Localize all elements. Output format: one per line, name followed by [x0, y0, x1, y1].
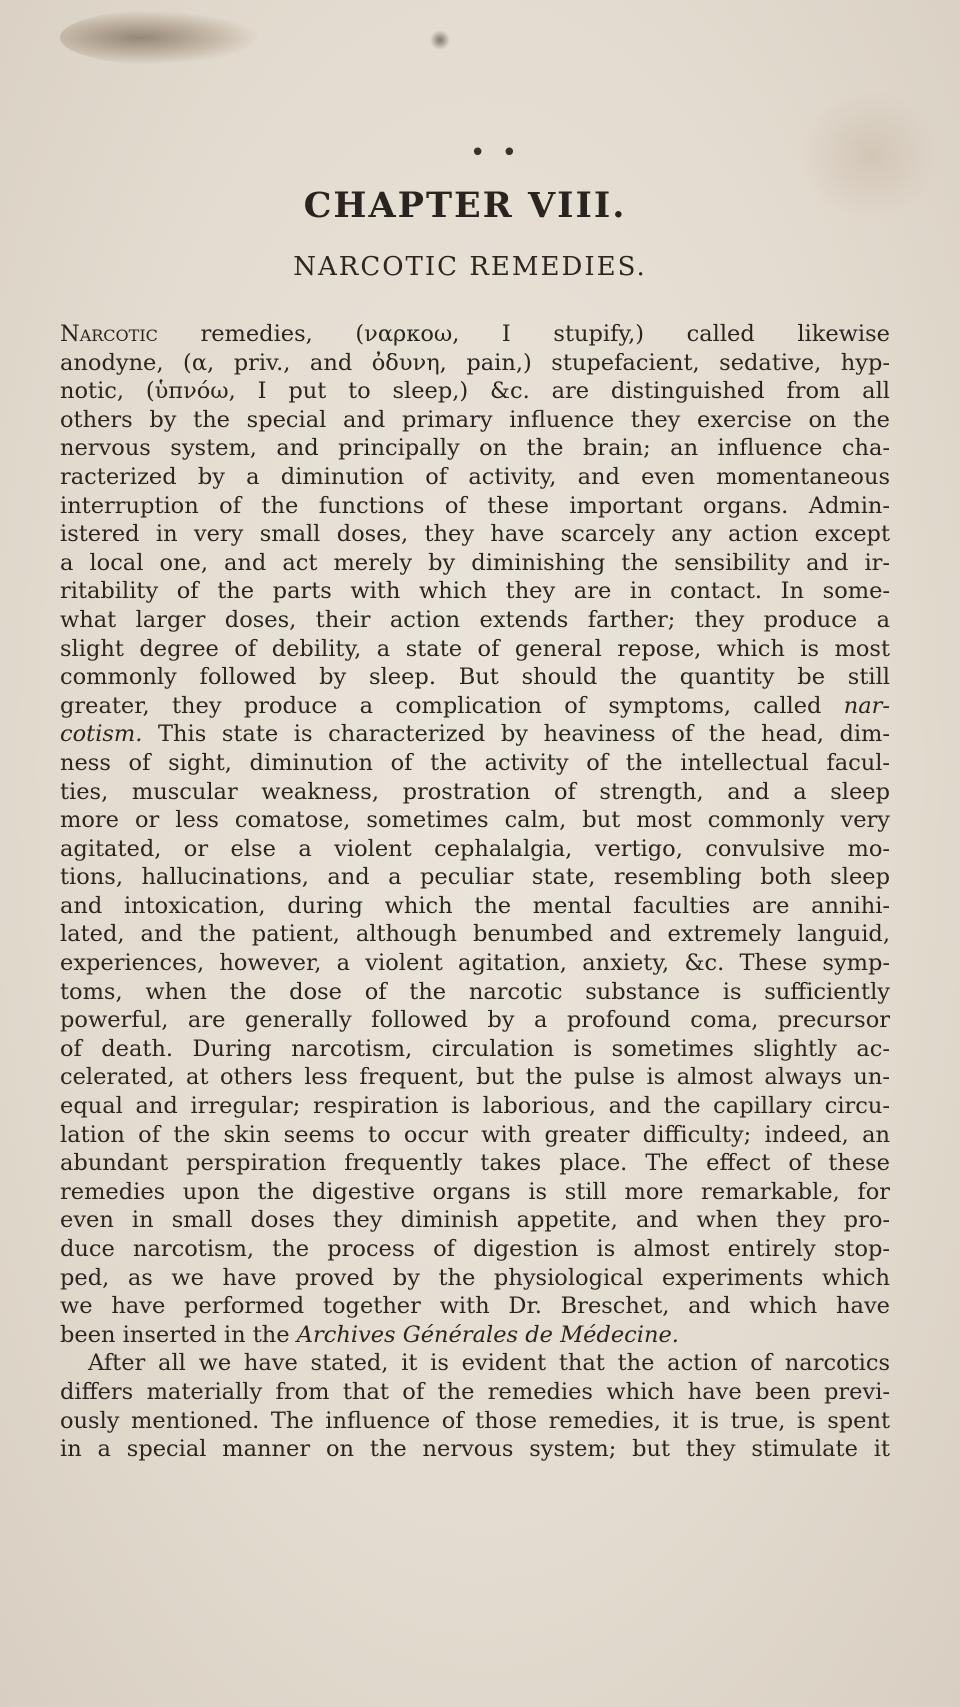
line-text: greater, they produce a complication of symptoms, called: [60, 692, 844, 719]
text-line: [60, 806, 890, 835]
line-text: After all we have stated, it is evident that the action of narcotics: [88, 1350, 890, 1377]
text-line: [60, 549, 890, 578]
text-line: [60, 577, 890, 606]
line-text: what larger doses, their action extends farther; they produce a: [60, 606, 890, 633]
text-line: [60, 434, 890, 463]
text-line: [60, 1349, 890, 1378]
text-line: [60, 377, 890, 406]
text-line: [60, 406, 890, 435]
text-line: [60, 1149, 890, 1178]
line-text: anodyne, (α, priv., and ὀδυνη, pain,) stupefacient, sedative, hyp-: [60, 349, 890, 376]
text-line: [60, 720, 890, 749]
line-text: This state is characterized by heaviness of the head, dim-: [142, 721, 890, 748]
line-text: ously mentioned. The influence of those remedies, it is true, is spent: [60, 1407, 890, 1434]
text-line: [60, 1178, 890, 1207]
line-text: agitated, or else a violent cephalalgia, vertigo, convulsive mo-: [60, 835, 890, 862]
line-text: experiences, however, a violent agitation, anxiety, &c. These symp-: [60, 950, 890, 977]
line-text: commonly followed by sleep. But should the quantity be still: [60, 664, 890, 691]
text-line: [60, 749, 890, 778]
text-line: [60, 1378, 890, 1407]
text-line: [60, 1006, 890, 1035]
text-line: [60, 1121, 890, 1150]
line-text: we have performed together with Dr. Breschet, and which have: [60, 1293, 890, 1320]
text-line: [60, 949, 890, 978]
text-line: [60, 1235, 890, 1264]
italic-term: nar-: [843, 692, 890, 719]
line-text: tions, hallucinations, and a peculiar state, resembling both sleep: [60, 864, 890, 891]
text-line: [60, 663, 890, 692]
lead-word: Narcotic: [60, 321, 158, 347]
text-line: [60, 835, 890, 864]
line-text: of death. During narcotism, circulation is sometimes slightly ac-: [60, 1035, 890, 1062]
line-text: remedies upon the digestive organs is still more remarkable, for: [60, 1178, 890, 1205]
line-text: racterized by a diminution of activity, and even momentaneous: [60, 463, 890, 490]
line-text: interruption of the functions of these important organs. Admin-: [60, 492, 890, 519]
page-stain: [60, 10, 260, 65]
line-text: ness of sight, diminution of the activity of the intellectual facul-: [60, 749, 890, 776]
line-text: lated, and the patient, although benumbed and extremely languid,: [60, 921, 890, 948]
line-text: toms, when the dose of the narcotic substance is sufficiently: [60, 978, 890, 1005]
paragraph: [60, 1349, 890, 1463]
text-line: [60, 1063, 890, 1092]
line-text: differs materially from that of the remedies which have been previ-: [60, 1378, 890, 1405]
line-text: duce narcotism, the process of digestion is almost entirely stop-: [60, 1236, 890, 1262]
line-text: powerful, are generally followed by a profound coma, precursor: [60, 1007, 890, 1034]
text-line: [60, 1206, 890, 1235]
line-text: ped, as we have proved by the physiological experiments which: [60, 1264, 890, 1291]
line-text: lation of the skin seems to occur with greater difficulty; indeed, an: [60, 1121, 890, 1148]
chapter-title: CHAPTER VIII.: [303, 185, 627, 226]
line-text: ties, muscular weakness, prostration of strength, and a sleep: [60, 778, 890, 805]
text-line: [60, 635, 890, 664]
line-text: a local one, and act merely by diminishing the sensibility and ir-: [60, 549, 890, 576]
line-text: ritability of the parts with which they are in contact. In some-: [60, 578, 890, 605]
paragraph: [60, 320, 890, 1349]
text-line: [60, 1092, 890, 1121]
line-text: been inserted in the: [60, 1321, 297, 1348]
line-text: remedies, (ναρκοω, I stupify,) called likewise: [157, 321, 890, 347]
ornament: • •: [470, 138, 521, 168]
line-text: others by the special and primary influence they exercise on the: [60, 406, 890, 433]
text-line: [60, 920, 890, 949]
line-text: and intoxication, during which the mental faculties are annihi-: [60, 892, 890, 919]
text-line: [60, 1035, 890, 1064]
italic-term: cotism.: [60, 721, 143, 748]
line-text: abundant perspiration frequently takes place. The effect of these: [60, 1150, 890, 1177]
text-line: [60, 692, 890, 721]
text-line: [60, 978, 890, 1007]
line-text: equal and irregular; respiration is laborious, and the capillary circu-: [60, 1093, 890, 1120]
body-text: [60, 320, 890, 1464]
text-line: [60, 863, 890, 892]
line-text: more or less comatose, sometimes calm, but most commonly very: [60, 807, 890, 834]
text-line: [60, 606, 890, 635]
text-line: [60, 1435, 890, 1464]
text-line: [60, 320, 890, 349]
line-text: nervous system, and principally on the brain; an influence cha-: [60, 435, 890, 462]
line-text: slight degree of debility, a state of general repose, which is most: [60, 635, 890, 662]
line-text: celerated, at others less frequent, but the pulse is almost always un-: [60, 1064, 890, 1091]
text-line: [60, 778, 890, 807]
text-line: [60, 492, 890, 521]
text-line: [60, 892, 890, 921]
text-line: [60, 349, 890, 378]
text-line: [60, 1321, 890, 1350]
text-line: [60, 1264, 890, 1293]
line-text: notic, (ὑπνόω, I put to sleep,) &c. are distinguished from all: [60, 378, 890, 405]
section-title: NARCOTIC REMEDIES.: [293, 252, 647, 282]
line-text: istered in very small doses, they have scarcely any action except: [60, 521, 890, 548]
text-line: [60, 520, 890, 549]
text-line: [60, 1292, 890, 1321]
page-smudge: [430, 30, 450, 50]
text-line: [60, 463, 890, 492]
italic-term: Archives Générales de Médecine.: [296, 1321, 679, 1348]
line-text: even in small doses they diminish appetite, and when they pro-: [60, 1207, 890, 1234]
line-text: in a special manner on the nervous system; but they stimulate it: [60, 1436, 890, 1463]
text-line: [60, 1407, 890, 1436]
